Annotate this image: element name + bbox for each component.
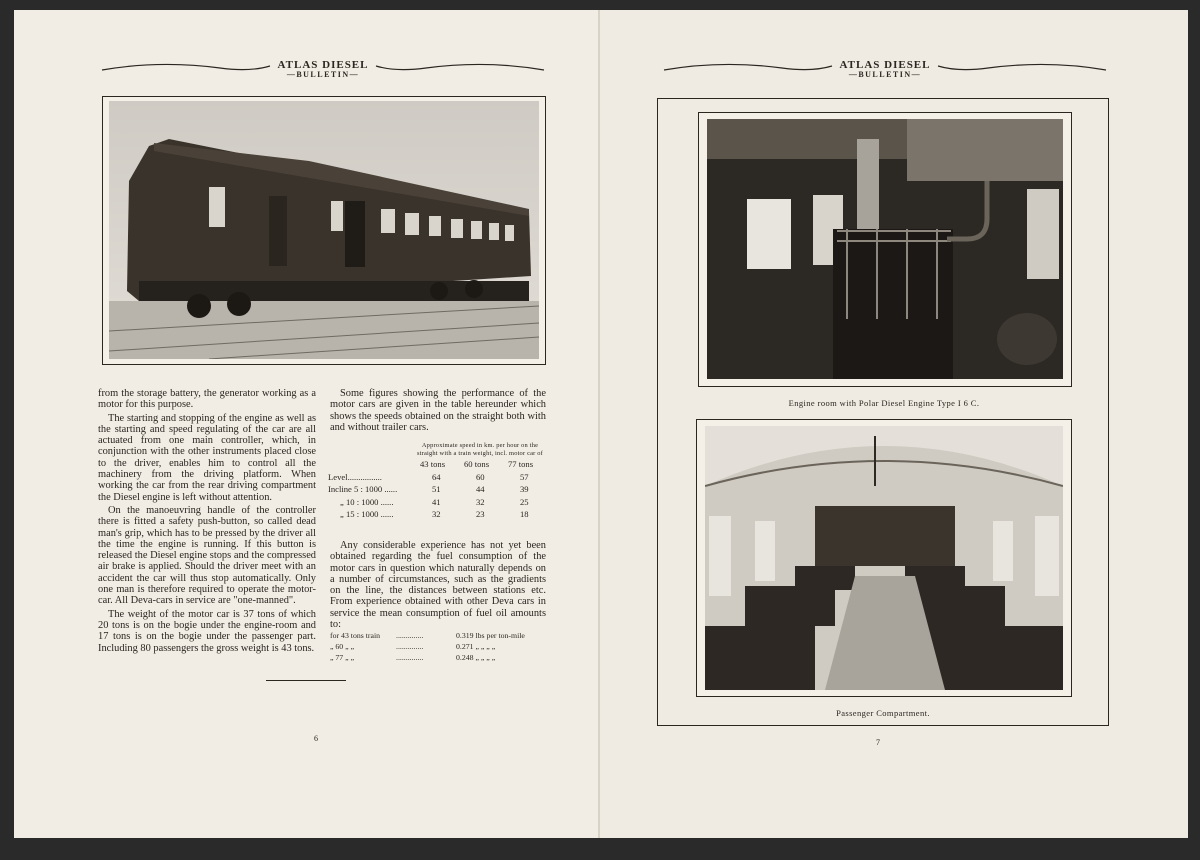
- cell: 32: [476, 496, 485, 507]
- engine-room-photo-frame: [698, 112, 1072, 387]
- fuel-dots: ..............: [396, 653, 424, 662]
- railcar-photo-frame: [102, 96, 546, 365]
- passenger-compartment-photo: [705, 426, 1063, 690]
- cell: 39: [520, 484, 529, 494]
- cell: 32: [432, 509, 441, 519]
- passenger-caption: Passenger Compartment.: [836, 708, 930, 718]
- engine-room-caption: Engine room with Polar Diesel Engine Type I 6 C.: [788, 398, 980, 408]
- masthead-subtitle-text: BULLETIN: [296, 70, 350, 79]
- table-row: [328, 496, 546, 509]
- paragraph: Any considerable experience has not yet been obtained regarding the fuel consumption of the motor cars in question which naturally depends on a number of circumstances, such as the gradients on the line, the distances between stations etc. From experience obtained with other Deva cars in service the mean consumption of fuel oil amounts to:: [330, 540, 546, 631]
- fuel-label: „ 60 „ „: [330, 642, 355, 651]
- table-row: [328, 483, 546, 496]
- fuel-label: for 43 tons train: [330, 631, 381, 640]
- masthead-right: [662, 52, 1108, 82]
- paragraph: The weight of the motor car is 37 tons of which 20 tons is on the bogie under the engine-room and 17 tons is on the bogie under the passenger part. Including 80 passengers the gross weight is 43 tons.: [98, 608, 316, 654]
- list-item: [330, 652, 550, 663]
- paragraph: The starting and stopping of the engine as well as the starting and speed regulating of the car are all actuated from one main controller, which, in conjunction with the other instruments placed close to the driver, enables him to control all the machinery from the driving platform. When working the car from the rear driving compartment the Diesel engine is left without attention.: [98, 412, 316, 503]
- masthead-subtitle-text: BULLETIN: [858, 70, 912, 79]
- cell: 41: [432, 496, 441, 507]
- cell: 18: [520, 509, 529, 519]
- speed-table-caption: Approximate speed in km. per hour on the straight with a train weight, incl. motor car of: [416, 442, 544, 457]
- fuel-dots: ..............: [396, 631, 424, 640]
- end-rule: [266, 680, 346, 681]
- fuel-paragraph-block: [330, 540, 546, 632]
- cell: 25: [520, 496, 529, 507]
- row-label: Level................: [328, 471, 382, 482]
- paragraph: from the storage battery, the generator working as a motor for this purpose.: [98, 388, 316, 411]
- cell: 44: [476, 484, 485, 494]
- row-label: Incline 5 : 1000 ......: [328, 484, 398, 494]
- cell: 23: [476, 509, 485, 519]
- masthead-title: ATLAS DIESEL: [277, 59, 369, 71]
- masthead-brand: [100, 60, 546, 80]
- railcar-photo: [109, 101, 539, 359]
- fuel-list: [330, 630, 550, 663]
- table-row: [328, 508, 546, 521]
- masthead-left: [100, 52, 546, 82]
- engine-room-photo: [707, 119, 1063, 379]
- masthead-subtitle: —BULLETIN—: [286, 70, 360, 79]
- page-number-left: 6: [314, 734, 318, 743]
- cell: 57: [520, 471, 529, 482]
- cell: 64: [432, 471, 441, 482]
- fuel-label: „ 77 „ „: [330, 653, 355, 662]
- page-number-right: 7: [876, 738, 880, 747]
- row-label: „ 15 : 1000 ......: [340, 509, 394, 519]
- masthead-subtitle: —BULLETIN—: [848, 70, 922, 79]
- text-column-1: [98, 388, 316, 656]
- fuel-dots: ..............: [396, 642, 424, 651]
- paragraph: On the manoeuvring handle of the controller there is fitted a safety push-button, so called dead man's grip, which has to be pressed by the driver all the time the engine is running. If this button is released the Diesel engine stops and the compressed air brake is applied. Should the driver meet with an accident the car will thus stop automatically. Only one man is therefore required to operate the motor-car. All Deva-cars in service are "one-manned".: [98, 504, 316, 607]
- paragraph: Some figures showing the performance of the motor cars are given in the table hereunder which shows the speeds obtained on the straight both with and without trailer cars.: [330, 388, 546, 433]
- passenger-photo-frame: [696, 419, 1072, 697]
- cell: 51: [432, 484, 441, 494]
- row-label: „ 10 : 1000 ......: [340, 496, 394, 507]
- text-column-2: [330, 388, 546, 435]
- cell: 60: [476, 471, 485, 482]
- header-60: 60 tons: [464, 459, 490, 469]
- list-item: [330, 641, 550, 652]
- header-43: 43 tons: [420, 459, 446, 469]
- header-77: 77 tons: [508, 459, 534, 469]
- fuel-value: 0.248 „ „ „ „: [456, 653, 496, 662]
- speed-table: [328, 442, 546, 521]
- fuel-value: 0.271 „ „ „ „: [456, 642, 496, 651]
- masthead-title: ATLAS DIESEL: [839, 59, 931, 71]
- speed-table-header: [328, 458, 546, 471]
- masthead-brand: [662, 60, 1108, 80]
- table-row: [328, 471, 546, 484]
- list-item: [330, 630, 550, 641]
- fuel-value: 0.319 lbs per ton-mile: [456, 631, 525, 640]
